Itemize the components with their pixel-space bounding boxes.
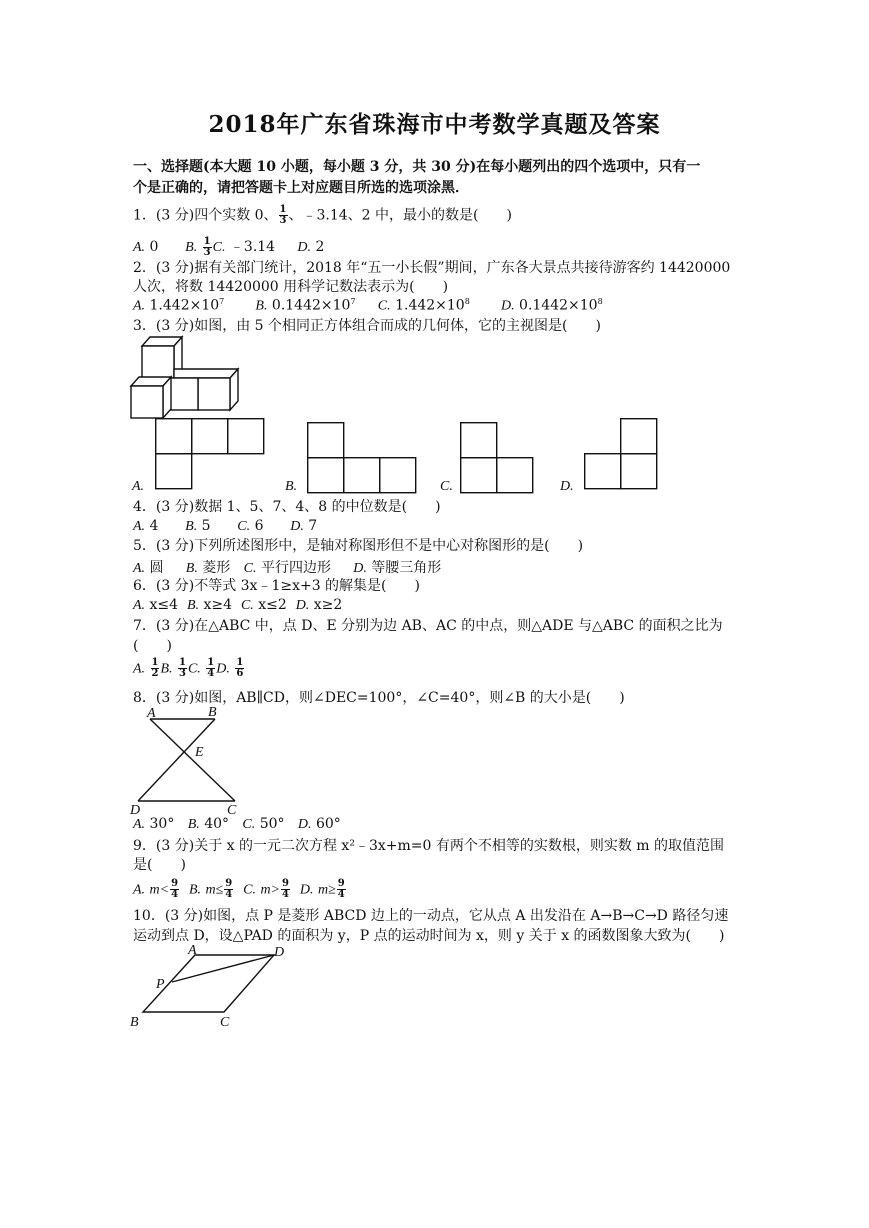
- fraction: $\frac{1}{3}$: [279, 204, 287, 226]
- question-10-line1: 10．(3 分)如图，点 P 是菱形 ABCD 边上的一动点，它从点 A 出发沿在 A→B→C→D 路径匀速: [133, 908, 729, 924]
- question-1: [133, 205, 512, 226]
- question-3-option-b-figure: [307, 422, 419, 494]
- question-3-option-d-figure: [584, 418, 662, 490]
- question-1-text-post: 、﹣3.14、2 中，最小的数是( ): [288, 207, 512, 224]
- fraction: $\frac{1}{3}$: [203, 235, 211, 258]
- question-3: 3．(3 分)如图，由 5 个相同正方体组合而成的几何体，它的主视图是( ): [133, 318, 601, 334]
- question-9-options: A. m< $\frac{9}{4}$ B. m≤ $\frac{9}{4}$ C. m> $\frac{9}{4}$ D. m≥ $\frac{9}{4}$: [133, 878, 345, 900]
- label-E: E: [195, 745, 204, 760]
- question-2-options: A. $1.442\times 10^7$ B. $0.1442\times 10^7$ C. $1.442\times 10^8$ D. $0.1442\times 10^8$: [133, 297, 603, 314]
- question-9-line1: 9．(3 分)关于 x 的一元二次方程 x²﹣3x+m=0 有两个不相等的实数根，则实数 m 的取值范围: [133, 838, 725, 854]
- question-3-option-c-label: C.: [440, 479, 453, 494]
- page-title: 2018年广东省珠海市中考数学真题及答案: [208, 111, 661, 138]
- question-5-options: A. 圆 B. 菱形 C. 平行四边形 D. 等腰三角形: [133, 560, 442, 576]
- question-3-option-a-figure: [155, 418, 267, 490]
- question-9-line2: 是( ): [133, 857, 186, 873]
- label-C: C: [227, 803, 237, 818]
- question-3-option-d-label: D.: [560, 479, 574, 494]
- question-10-line2: 运动到点 D，设△PAD 的面积为 y，P 点的运动时间为 x，则 y 关于 x 的函数图象大致为( ): [133, 928, 725, 944]
- question-5: 5．(3 分)下列所述图形中，是轴对称图形但不是中心对称图形的是( ): [133, 538, 584, 554]
- label-D: D: [274, 945, 285, 960]
- question-3-option-c-figure: [460, 422, 538, 494]
- question-7-line2: ( ): [133, 638, 172, 654]
- label-A: A: [188, 943, 197, 958]
- cubes-3d-figure: [128, 334, 248, 419]
- question-10-figure: [128, 942, 293, 1034]
- question-8: 8．(3 分)如图，AB∥CD，则∠DEC=100°，∠C=40°，则∠B 的大小是( ): [133, 690, 625, 706]
- section-heading-line2: 个是正确的，请把答题卡上对应题目所选的选项涂黑．: [133, 180, 469, 196]
- question-7-options: A. $\frac{1}{2}$ B. $\frac{1}{3}$ C. $\frac{1}{4}$ D. $\frac{1}{6}$: [133, 657, 244, 679]
- question-2-line1: 2．(3 分)据有关部门统计，2018 年“五一小长假”期间，广东各大景点共接待游客约 14420000: [133, 260, 731, 276]
- question-1-text-pre: 1．(3 分)四个实数 0、: [133, 207, 278, 224]
- label-B: B: [208, 705, 217, 720]
- label-P: P: [156, 977, 165, 992]
- question-8-figure: [130, 704, 245, 816]
- label-C: C: [220, 1015, 230, 1030]
- question-3-option-b-label: B.: [285, 479, 298, 494]
- question-8-options: A. 30° B. 40° C. 50° D. 60°: [133, 816, 341, 832]
- section-heading-line1: 一、选择题(本大题 10 小题，每小题 3 分，共 30 分)在每小题列出的四个选项中，只有一: [133, 159, 701, 175]
- label-A: A: [147, 706, 156, 721]
- question-7-line1: 7．(3 分)在△ABC 中，点 D、E 分别为边 AB、AC 的中点，则△ADE 与△ABC 的面积之比为: [133, 618, 723, 634]
- question-1-options: A. 0 B. $\frac{1}{3}$ C. ﹣3.14 D. 2: [133, 235, 325, 258]
- question-3-option-a-label: A.: [132, 479, 145, 494]
- label-D: D: [130, 803, 141, 818]
- question-4-options: A. 4 B. 5 C. 6 D. 7: [133, 518, 318, 534]
- question-4: 4．(3 分)数据 1、5、7、4、8 的中位数是( ): [133, 499, 441, 515]
- question-2-line2: 人次，将数 14420000 用科学记数法表示为( ): [133, 279, 449, 295]
- question-6-options: A. x≤4 B. x≥4 C. x≤2 D. x≥2: [133, 597, 343, 613]
- question-6: 6．(3 分)不等式 3x﹣1≥x+3 的解集是( ): [133, 578, 420, 594]
- label-B: B: [130, 1015, 139, 1030]
